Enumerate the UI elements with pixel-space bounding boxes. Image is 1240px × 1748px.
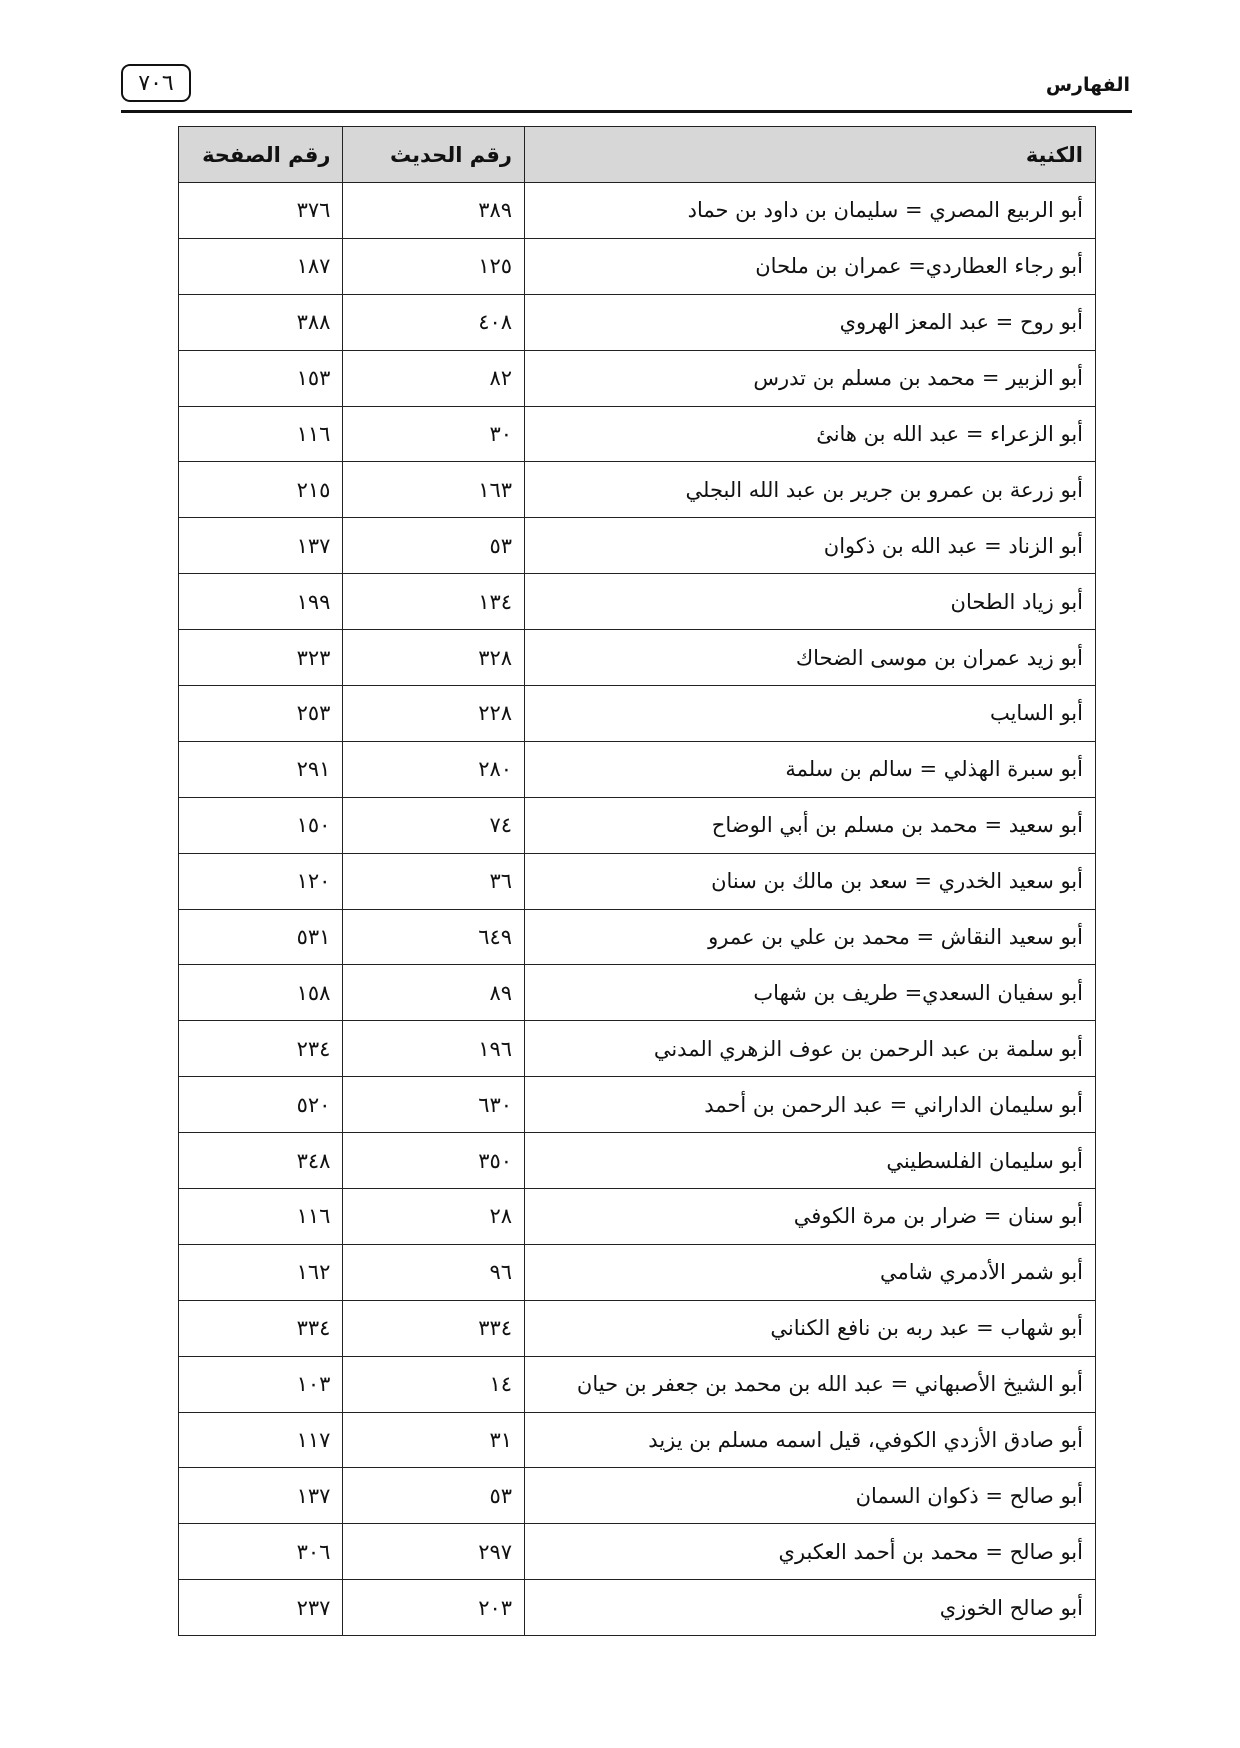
page-number-cell: ١٣٧: [179, 1468, 343, 1524]
hadith-number-cell: ٤٠٨: [343, 294, 525, 350]
page-number-cell: ٢٣٤: [179, 1021, 343, 1077]
table-row: [179, 1244, 1096, 1300]
hadith-number-cell: ٣٣٤: [343, 1300, 525, 1356]
hadith-number-cell: ٣٨٩: [343, 183, 525, 239]
page-number-cell: ١١٦: [179, 1189, 343, 1245]
table-row: [179, 294, 1096, 350]
hadith-number-cell: ٥٣: [343, 1468, 525, 1524]
kunya-cell: أبو سليمان الداراني = عبد الرحمن بن أحمد: [525, 1077, 1096, 1133]
table-row: [179, 965, 1096, 1021]
kunya-cell: أبو سعيد النقاش = محمد بن علي بن عمرو: [525, 909, 1096, 965]
table-row: [179, 1412, 1096, 1468]
header-rule: [121, 110, 1132, 113]
kunya-cell: أبو روح = عبد المعز الهروي: [525, 294, 1096, 350]
hadith-number-cell: ٦٤٩: [343, 909, 525, 965]
kunya-cell: أبو شمر الأدمري شامي: [525, 1244, 1096, 1300]
page-number-cell: ١٩٩: [179, 574, 343, 630]
table-body: [179, 183, 1096, 1636]
page-number-cell: ٣٣٤: [179, 1300, 343, 1356]
page-number-cell: ١١٧: [179, 1412, 343, 1468]
column-header-hadith-number: رقم الحديث: [343, 127, 525, 183]
kunya-cell: أبو رجاء العطاردي= عمران بن ملحان: [525, 238, 1096, 294]
table-row: [179, 238, 1096, 294]
table-row: [179, 853, 1096, 909]
hadith-number-cell: ١٩٦: [343, 1021, 525, 1077]
kunya-cell: أبو سعيد الخدري = سعد بن مالك بن سنان: [525, 853, 1096, 909]
hadith-number-cell: ١٦٣: [343, 462, 525, 518]
table-row: [179, 406, 1096, 462]
kunya-cell: أبو الربيع المصري = سليمان بن داود بن حماد: [525, 183, 1096, 239]
table-row: [179, 1300, 1096, 1356]
table-row: [179, 1356, 1096, 1412]
page-number-cell: ٣٤٨: [179, 1133, 343, 1189]
table-row: [179, 741, 1096, 797]
hadith-number-cell: ٣٦: [343, 853, 525, 909]
hadith-number-cell: ٣٥٠: [343, 1133, 525, 1189]
kunya-cell: أبو الزعراء = عبد الله بن هانئ: [525, 406, 1096, 462]
page-number-cell: ١٥٣: [179, 350, 343, 406]
page-number-cell: ٢٣٧: [179, 1580, 343, 1636]
table-row: [179, 686, 1096, 742]
page-number-cell: ١٥٨: [179, 965, 343, 1021]
page-number-cell: ٣٢٣: [179, 630, 343, 686]
page-number-cell: ١٥٠: [179, 797, 343, 853]
kunya-cell: أبو شهاب = عبد ربه بن نافع الكناني: [525, 1300, 1096, 1356]
kunya-cell: أبو السايب: [525, 686, 1096, 742]
kunya-cell: أبو سعيد = محمد بن مسلم بن أبي الوضاح: [525, 797, 1096, 853]
kunya-cell: أبو سليمان الفلسطيني: [525, 1133, 1096, 1189]
hadith-number-cell: ٣٢٨: [343, 630, 525, 686]
table-row: [179, 1021, 1096, 1077]
table-row: [179, 797, 1096, 853]
table-row: [179, 350, 1096, 406]
kunya-cell: أبو الزناد = عبد الله بن ذكوان: [525, 518, 1096, 574]
page-number-cell: ٢٥٣: [179, 686, 343, 742]
table-row: [179, 1468, 1096, 1524]
page-number-box: ٧٠٦: [121, 64, 191, 102]
page-number-cell: ١١٦: [179, 406, 343, 462]
page-number-cell: ٣٨٨: [179, 294, 343, 350]
page-number-cell: ٢١٥: [179, 462, 343, 518]
kunya-cell: أبو سنان = ضرار بن مرة الكوفي: [525, 1189, 1096, 1245]
table-row: [179, 1189, 1096, 1245]
page-number-cell: ١٠٣: [179, 1356, 343, 1412]
hadith-number-cell: ٧٤: [343, 797, 525, 853]
kunya-cell: أبو صالح = ذكوان السمان: [525, 1468, 1096, 1524]
table-row: [179, 909, 1096, 965]
page-number-cell: ٥٢٠: [179, 1077, 343, 1133]
table-row: [179, 1580, 1096, 1636]
hadith-number-cell: ٨٩: [343, 965, 525, 1021]
hadith-number-cell: ٨٢: [343, 350, 525, 406]
kunya-cell: أبو زيد عمران بن موسى الضحاك: [525, 630, 1096, 686]
table-row: [179, 630, 1096, 686]
hadith-number-cell: ٢٢٨: [343, 686, 525, 742]
kunya-cell: أبو صالح الخوزي: [525, 1580, 1096, 1636]
hadith-number-cell: ٢٨٠: [343, 741, 525, 797]
page-number-cell: ٥٣١: [179, 909, 343, 965]
hadith-number-cell: ٢٠٣: [343, 1580, 525, 1636]
kunya-cell: أبو صالح = محمد بن أحمد العكبري: [525, 1524, 1096, 1580]
column-header-kunya: الكنية: [525, 127, 1096, 183]
table-row: [179, 518, 1096, 574]
column-header-page-number: رقم الصفحة: [179, 127, 343, 183]
page-number-cell: ١٨٧: [179, 238, 343, 294]
page-number-cell: ١٣٧: [179, 518, 343, 574]
kunya-cell: أبو زرعة بن عمرو بن جرير بن عبد الله البجلي: [525, 462, 1096, 518]
table-row: [179, 1133, 1096, 1189]
page-number-cell: ٣٧٦: [179, 183, 343, 239]
hadith-number-cell: ١٣٤: [343, 574, 525, 630]
table-row: [179, 1524, 1096, 1580]
table-row: [179, 183, 1096, 239]
hadith-number-cell: ٥٣: [343, 518, 525, 574]
hadith-number-cell: ١٢٥: [343, 238, 525, 294]
hadith-number-cell: ٣٠: [343, 406, 525, 462]
kunya-cell: أبو سلمة بن عبد الرحمن بن عوف الزهري المدني: [525, 1021, 1096, 1077]
table-row: [179, 1077, 1096, 1133]
hadith-number-cell: ٢٨: [343, 1189, 525, 1245]
hadith-number-cell: ٢٩٧: [343, 1524, 525, 1580]
running-header-title: الفهارس: [1045, 74, 1130, 96]
kunya-index-table: [178, 126, 1096, 1636]
hadith-number-cell: ٩٦: [343, 1244, 525, 1300]
page-number-cell: ٢٩١: [179, 741, 343, 797]
hadith-number-cell: ١٤: [343, 1356, 525, 1412]
page-number-cell: ١٦٢: [179, 1244, 343, 1300]
kunya-cell: أبو سبرة الهذلي = سالم بن سلمة: [525, 741, 1096, 797]
hadith-number-cell: ٣١: [343, 1412, 525, 1468]
kunya-cell: أبو سفيان السعدي= طريف بن شهاب: [525, 965, 1096, 1021]
hadith-number-cell: ٦٣٠: [343, 1077, 525, 1133]
page-number-cell: ١٢٠: [179, 853, 343, 909]
table-row: [179, 462, 1096, 518]
page-number-cell: ٣٠٦: [179, 1524, 343, 1580]
kunya-cell: أبو صادق الأزدي الكوفي، قيل اسمه مسلم بن يزيد: [525, 1412, 1096, 1468]
table-header-row: [179, 127, 1096, 183]
kunya-cell: أبو الزبير = محمد بن مسلم بن تدرس: [525, 350, 1096, 406]
table-row: [179, 574, 1096, 630]
kunya-cell: أبو زياد الطحان: [525, 574, 1096, 630]
kunya-cell: أبو الشيخ الأصبهاني = عبد الله بن محمد بن جعفر بن حيان: [525, 1356, 1096, 1412]
